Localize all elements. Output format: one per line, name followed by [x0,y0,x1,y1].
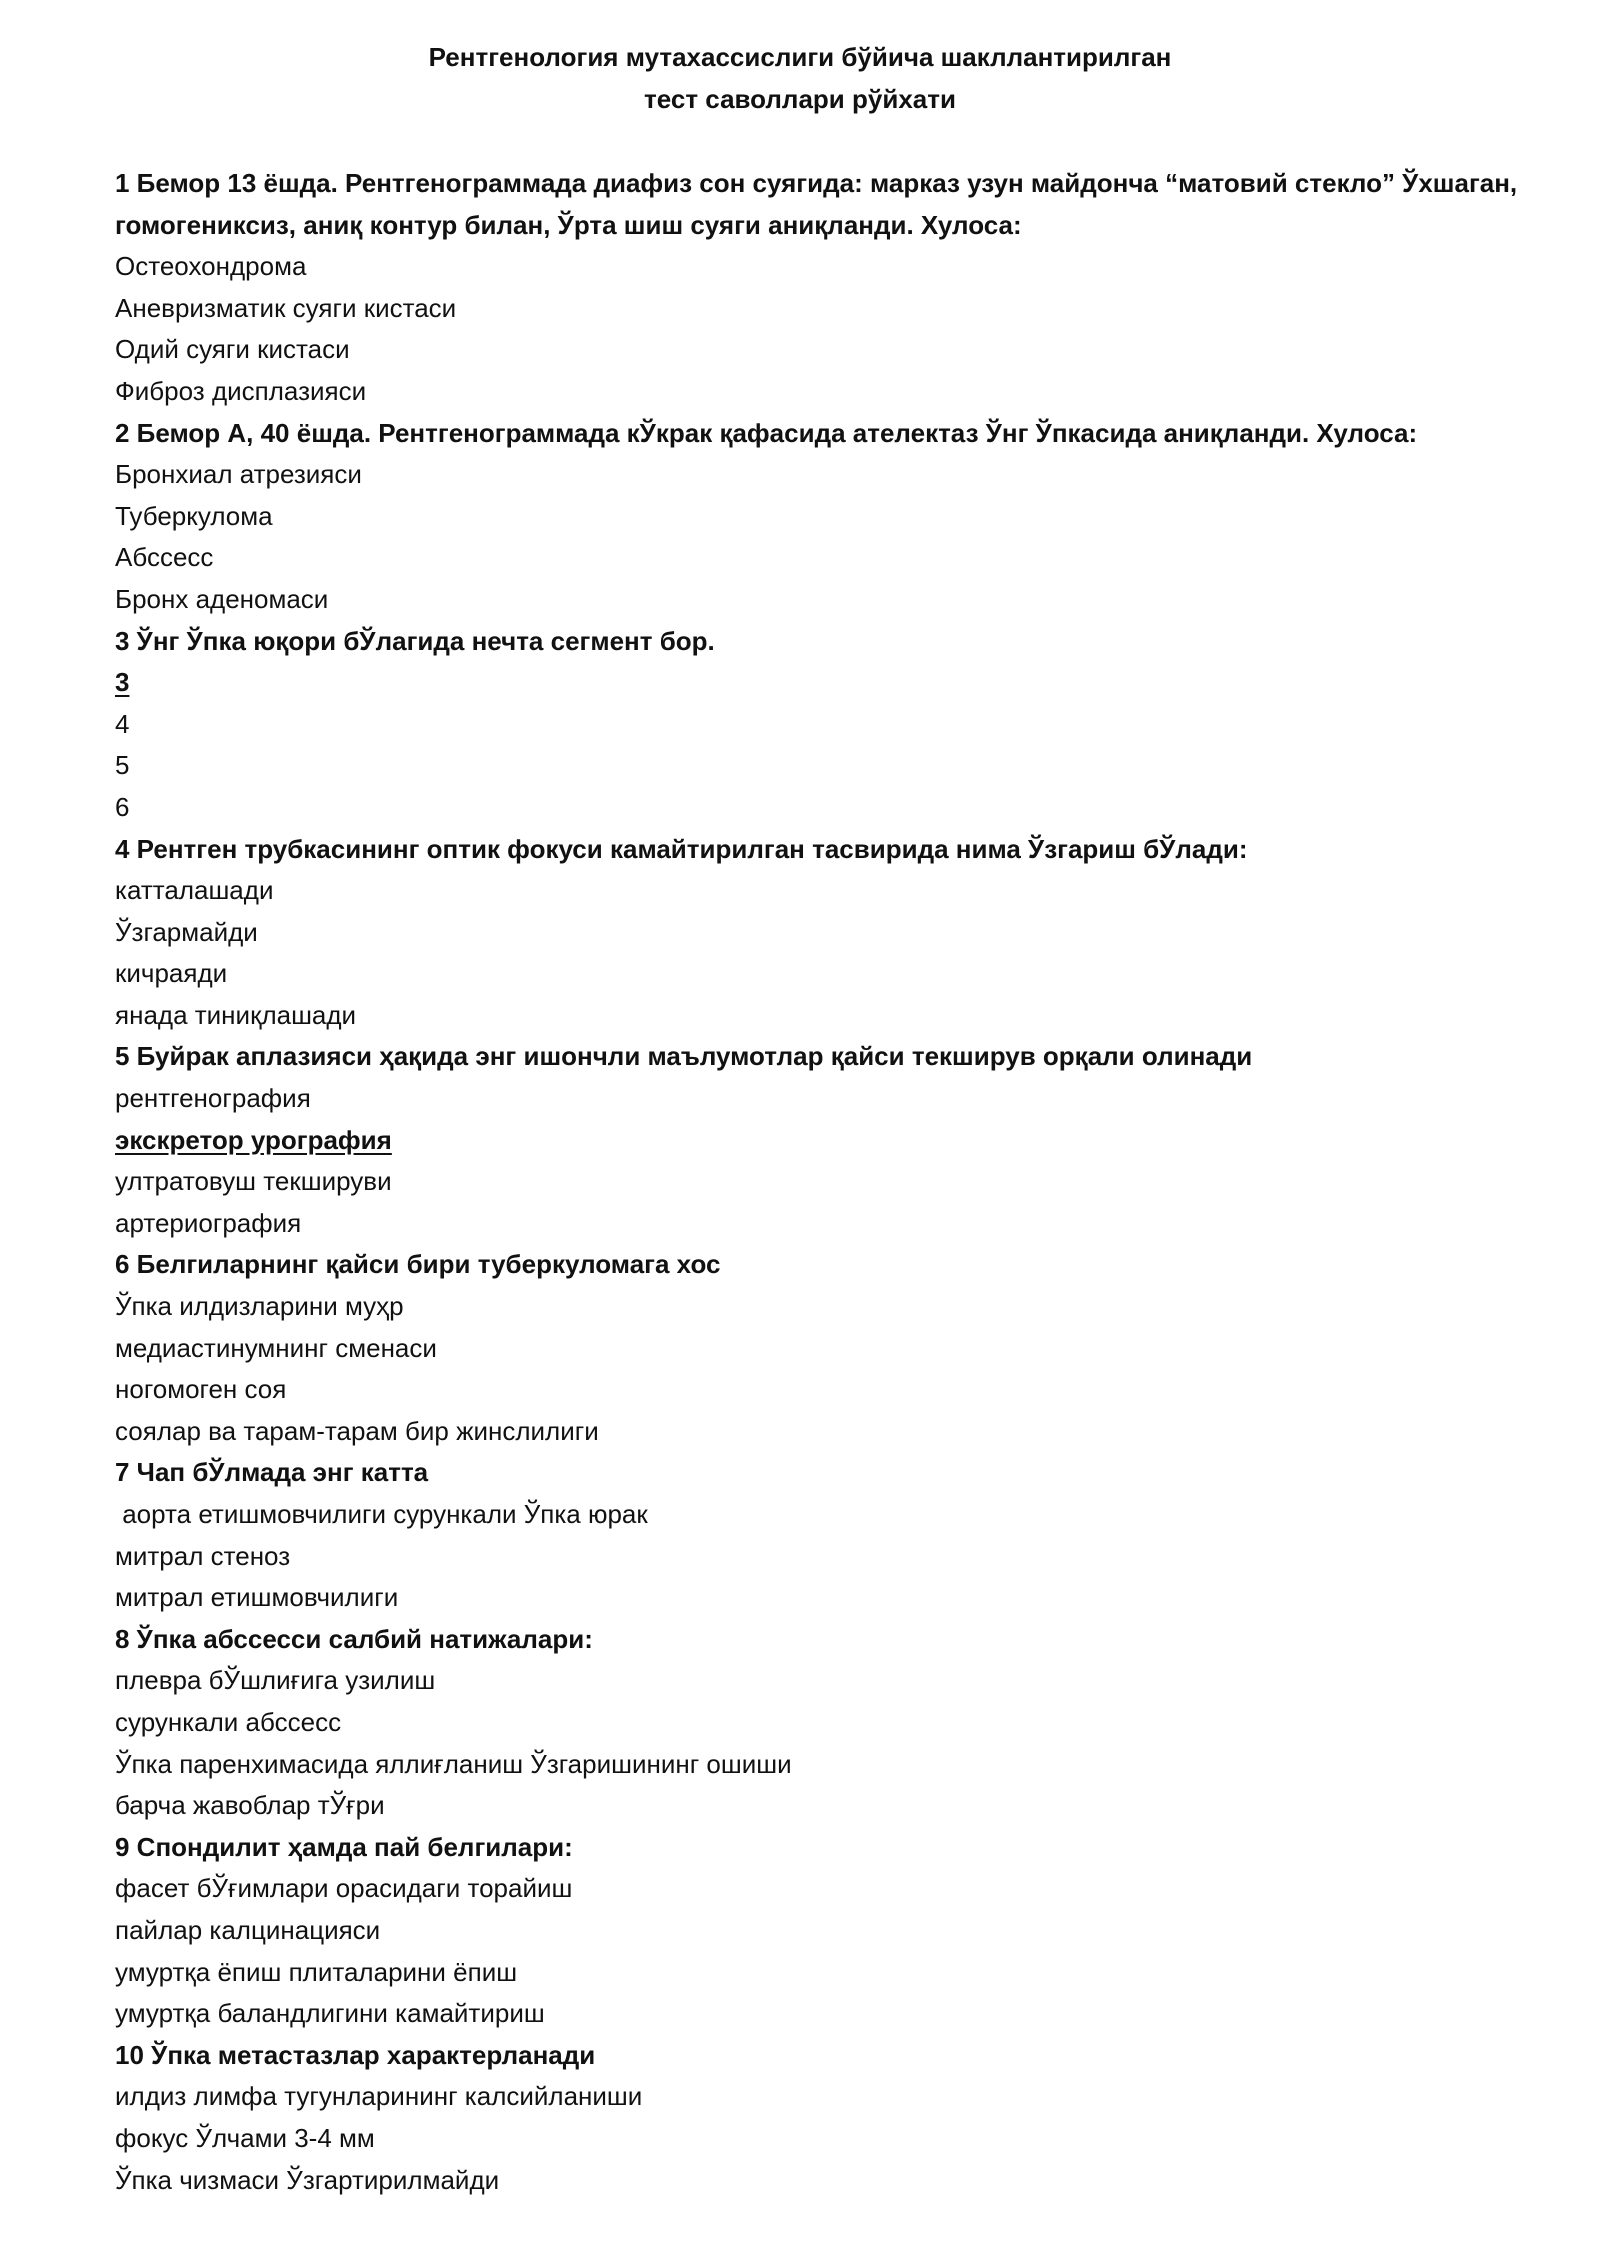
answer-option: кичраяди [115,958,228,989]
question-text: 6 Белгиларнинг қайси бири туберкуломага хос [115,1249,721,1280]
answer-option: артериография [115,1207,302,1238]
answer-option: медиастинумнинг сменаси [115,1332,437,1363]
answer-option: Остеохондрома [115,251,307,282]
answer-option: Ўзгармайди [115,916,258,947]
answer-option: Бронхиал атрезияси [115,459,362,490]
answer-option: умуртқа баландлигини камайтириш [115,1998,545,2029]
answer-option: Абссесс [115,542,214,573]
answer-option: Ўпка чизмаси Ўзгартирилмайди [115,2164,500,2195]
answer-option: Ўпка илдизларини муҳр [115,1291,404,1322]
answer-option: Ўпка паренхимасида яллиғланиш Ўзгаришининг ошиши [115,1748,792,1779]
answer-option: фокус Ўлчами 3-4 мм [115,2122,375,2153]
answer-option: 4 [115,708,130,739]
answer-option: Бронх аденомаси [115,583,329,614]
answer-option: умуртқа ёпиш плиталарини ёпиш [115,1956,518,1987]
answer-option: барча жавоблар тЎғри [115,1790,385,1821]
answer-option: Туберкулома [115,500,273,531]
answer-option: катталашади [115,875,274,906]
answer-option: Одий суяги кистаси [115,334,350,365]
answer-option: Фиброз дисплазияси [115,375,367,406]
answer-option: ногомоген соя [115,1374,287,1405]
answer-option-correct: 3 [115,667,130,698]
question-text: 8 Ўпка абссесси салбий натижалари: [115,1623,593,1654]
answer-option: Аневризматик суяги кистаси [115,292,457,323]
answer-option: фасет бЎғимлари орасидаги торайиш [115,1873,573,1904]
answer-option: 5 [115,750,130,781]
question-text: 9 Спондилит ҳамда пай белгилари: [115,1831,573,1862]
question-text: 1 Бемор 13 ёшда. Рентгенограммада диафиз сон суягида: марказ узун майдонча “матовий стекло” Ўхшаган, гомогениксиз, аниқ контур билан, Ўрта шиш суяги аниқланди. Хулоса: [115,168,1518,240]
answer-option: ултратовуш текшируви [115,1166,392,1197]
answer-option: илдиз лимфа тугунларининг калсийланиши [115,2081,643,2112]
document-title-line-2: тест саволлари рўйхати [644,84,956,114]
answer-option: соялар ва тарам-тарам бир жинслилиги [115,1415,599,1446]
answer-option: аорта етишмовчилиги сурункали Ўпка юрак [115,1499,648,1529]
question-text: 10 Ўпка метастазлар характерланади [115,2039,596,2070]
answer-option: сурункали абссесс [115,1706,342,1737]
question-list [115,163,1535,2201]
question-text: 2 Бемор А, 40 ёшда. Рентгенограммада кЎкрак қафасида ателектаз Ўнг Ўпкасида аниқланди. Хулоса: [115,417,1418,448]
answer-option: янада тиниқлашади [115,999,357,1030]
answer-option: митрал стеноз [115,1540,291,1571]
question-text: 5 Буйрак аплазияси ҳақида энг ишончли маълумотлар қайси текширув орқали олинади [115,1041,1253,1072]
document-title-line-1: Рентгенология мутахассислиги бўйича шакллантирилган [428,42,1172,72]
question-text: 3 Ўнг Ўпка юқори бЎлагида нечта сегмент бор. [115,625,715,656]
answer-option: плевра бЎшлиғига узилиш [115,1665,436,1696]
question-text: 4 Рентген трубкасининг оптик фокуси камайтирилган тасвирида нима Ўзгариш бЎлади: [115,833,1248,864]
answer-option: пайлар калцинацияси [115,1914,381,1945]
answer-option: 6 [115,791,130,822]
answer-option: рентгенография [115,1083,311,1114]
answer-option: митрал етишмовчилиги [115,1582,399,1613]
answer-option-correct: экскретор урография [115,1124,392,1155]
question-text: 7 Чап бЎлмада энг катта [115,1457,429,1488]
